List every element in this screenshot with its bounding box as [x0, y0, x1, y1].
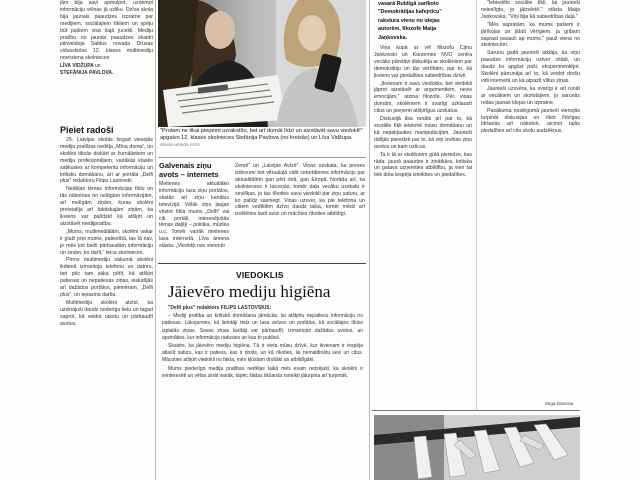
- col4-paragraph: Ta ir tā ar skolēniem gūtā pieredze, kas rāda: jaunā paaudze ir zinātkāra, kritiska un gatava uzņemties atbildību, ja vien tai tiek dota iespēja izteikties un piedalīties.: [374, 151, 472, 179]
- viedoklis-paragraph: Skaidrs, ka jāievēro mediju higiēna. Tā ir vieta mūsu dzīvē, kur ikvienam ir iespēja atlasīt saturu, kas ir patiess, kas ir drošs, un kā rīkoties, lai nemaldinātu sevi un citus. Mācoties atšķirt viedokli no fakta, mēs kļūstam drošāki un atbildīgāki.: [162, 343, 363, 364]
- clothespins-photo: [374, 415, 580, 480]
- photo-credit: DENISS MERKEL FOTO: [160, 143, 200, 147]
- subsection-paragraph: Meitenes aktuālāko informāciju lasa ziņu portālos, skatās arī ziņu kanālus televīzijā. Vēlāk ziņu ļaujas vēstot tīkla mums „Delfi” vai citi portāli, interesējošās tēmas daļēji – politika, mūzika u.c. Tomēr vairāk meitenes lasa internetā. Līva āmena stāsta: „Viedokļi nav vienmēr: [159, 181, 229, 250]
- viedoklis-label: VIEDOKLIS: [236, 270, 284, 280]
- col4-paragraph: „Ikvienam ir savs viedoklis, bet viedokli jāprot aizstāvēt ar argumentiem, nevis emocijām,” atzina filozofe. Pēc viņas domām, skolēniem ir svarīgi uzklausīt citus un pieņemt atšķirīgus uzskatus.: [374, 80, 472, 115]
- col1-paragraph: Multimediju skolēni atzīst, ka uzzinājuši daudz noderīgu lietu un tagad saprot, kā veidot rakstu un pārbaudīt avotus.: [60, 299, 153, 327]
- col5-paragraph: "Mēs sapratām, ka mums pašiem ir jārīkojas un jābūt vērīgiem, ja gribam saprast pasauli ap mums," pauž viena no skolniecēm.: [481, 21, 580, 49]
- col4-heading-line: autorēm, filozofe Maija: [378, 26, 437, 33]
- col1-heading: Pieiet radoši: [60, 125, 114, 135]
- col1-paragraph: 25. Latvijas skolās šogad viesojās mediju pratības nedēļa „Mīna doma”, un skolēni tiksās divkārt ar žurnālistiem un mediju profesionāļiem, vairākās klasēs satikusies ar kompetentu informāciju un kritisku domāšanu, arī ar portāla „Delfi plus” redaktoru Filipu Lastovski.: [60, 137, 153, 185]
- section-rule: [372, 410, 580, 411]
- col4-paragraph: Diskusijā tika runāts arī par to, kā sociālie tīkli ietekmē mūsu domāšanu un kā nepakļauties manipulācijām. Jaunieši dalījās pieredzē par to, kā viņi izvēlas ziņu avotus un kam uzticas.: [374, 116, 472, 150]
- col4-heading-line: vasarā Ruldigā sarīkoto: [378, 1, 439, 7]
- viedoklis-rule: [158, 263, 366, 264]
- col5-body: [481, 0, 580, 400]
- col1-top-text: [60, 0, 153, 122]
- col4-body: [374, 45, 472, 410]
- column-rule: [476, 0, 477, 410]
- col1-paragraph: Pirmo multimediju sākumā skolēni ikdienā izmantoja telefonu un datoru, bet pēc tam sāka pētīt, kā atšķirt patiesas un nepatiesas ziņas, ieskatījās arī dažādos portālos, piemēram, „Delfi plus”, un iepazina darbu.: [60, 257, 153, 298]
- col4-heading-line: "Demokrātijas kafejnīcu": [378, 9, 442, 16]
- viedoklis-lead: "Delfi plus" redaktors FILIPS LASTOVSKIS:: [168, 305, 272, 311]
- viedoklis-paragraph: – Mediji pratība un kritiskā domāšana jāmācās, lai atšķirtu nepatiesu informāciju no patiesas. Lūkojamies, kā lietotāji redz un lasa avīzes un portālus, kā sociālajos tīklos izplatās ziņas. Savas ziņas lasītāji var pārbaudīt, izmantojot dažādus avotus, un apzināties, kur informācija radusies un kas to publicē.: [162, 313, 363, 341]
- clothespins-illustration: [374, 415, 580, 480]
- col1-paragraph: „Mums, multimediālām, skolēni vakar ir gluži pret mums, patiesībā, tas tā nav, jo mēs ļoti bieži pārbaudām informāciju un zinām, ko darīt,” teica skolnieces.: [60, 228, 153, 256]
- col5-paragraph: Jaunieši uzsvēra, ka svarīgi ir arī runāt ar vecākiem un skolotājiem, jo sarunās rodas jaunas idejas un izpratne.: [481, 85, 580, 106]
- column-rule: [369, 0, 370, 480]
- photo-illustration: [158, 0, 366, 127]
- photo-caption: [160, 128, 365, 156]
- col5-paragraph: "Iebiedēts sociālie tīkli, lai jaunieši neieslīgtu, jo jāizvērtē," stāsta Maija Jaņkovska, "Viņi bija kā sabiedrības daļa.": [481, 0, 580, 20]
- author1: LĪVA VIDŽUPA: [60, 63, 94, 70]
- col4-heading-line: Jaņkovska.: [378, 34, 408, 41]
- schoolgirls-photo: [158, 0, 366, 127]
- col1-paragraph: Nedēļas tēmas informācijas tīklu un tās nākotnes no nelāgām informācijām, arī melīgām ziņām, kuras skolēni pretstatīja arī taktiskajām ziņām, ka ikviens var palīdzēt kā atšķirt un aizstāvēt medijpratību.: [60, 186, 153, 227]
- subsection-col-c: [235, 163, 365, 261]
- subsection-heading: Galvenais ziņu avots – internets: [159, 161, 219, 179]
- col5-paragraph: Pasākuma noslēgumā jaunieši vienojās turpināt diskusijas un rīkot līdzīgas tikšanās arī nākotnē, aicinot tajās piedalīties arī citu skolu audzēkņus.: [481, 107, 580, 135]
- col4-paragraph: Viņa kopā ar vēl filozofu Cjīnu Jankovski un Kurzemes NVO centra vecāko pārstāvi diskutēja ar skolēniem par demokrātiju un tās vērtībām, par to, kā ikviens var piedalīties sabiedrības dzīvē.: [374, 45, 472, 79]
- subsection-col-a: [159, 181, 229, 261]
- col5-paragraph: Sarunu gaitā jaunieši atklāja, ka viņu paaudze informāciju uztver citādi, un daudz ko apgūst paši, eksperimentējot. Skolēni pārrunāja arī to, kā veidot drošu vidi internetā un kā atpazīt viltus ziņas.: [481, 50, 580, 84]
- viedoklis-title: Jāievēro mediju higiēna: [168, 282, 331, 301]
- viedoklis-paragraph: Mums piederīgo mediju pratības nedēļas laikā mēs esam redzējuši, ka skolēni ir ieinteresēti un vēlas zināt vairāk, tāpēc šādas tikšanās noteikti jāturpina arī turpmāk.: [162, 365, 363, 379]
- author-join: un: [95, 63, 101, 70]
- author2: STEFĀNIJA PAVLOVA.: [60, 70, 114, 77]
- col5-credit: Zega Dāvnisa: [545, 401, 574, 406]
- col1-top-authors: [60, 63, 153, 77]
- viedoklis-body: [162, 305, 363, 480]
- col4-heading: [378, 0, 474, 44]
- col4-heading-line: rakstura vienu no idejas: [378, 17, 440, 24]
- column-rule: [155, 0, 156, 480]
- col1-body: [60, 137, 153, 480]
- col1-top-lines: jām bija savi apmulpot, uzņemot informāciju vēlnas jā uzliku. Dzīva skola bija jaunais paaudzes izpratne par medijiem, sociālajiem tīkliem un spēju būt pašiem visā šajā jucekli. Mediju pratību no jaunās paaudzes skaidri pilnveidoja Saldus novada Druvas vidusskolas 12. klases multimediju novirziena skolnieces: [60, 0, 153, 62]
- caption-rule: [158, 157, 366, 158]
- photo-caption-text: "Protam ne tikai pieņemt uzrakstīto, bet arī domāt līdzi un aizstāvēt savu viedokli!" apgalvo 12. klases skolnieces Stefānija Pavlova (no kreisās) un Līva Vidžupa.: [160, 128, 363, 141]
- subsection-paragraph: Zemē” un „Latvijas Avīzē”. Viņas uzskata, ka preses izdevumi bet vitrualajā vidē ceturtdienes informāciju par aktualitātēm gan pēd otrā, gan Eiropā. Norāda arī, ka skolniecess ir laiceņās, tomēr daļu vecāku uzskatu ir sevišķas, jo tas tīkoties savu viedokli par ziņu saturu, ar ko palīdz sasniegt. Viņas uzsver, ka pie telefona un citiem vedīklēm dzīvo daudz laika, tomēr mēdz arī izvēlēties lasīt avīzi un mācīties rīkoties atbildīgi.: [235, 163, 365, 218]
